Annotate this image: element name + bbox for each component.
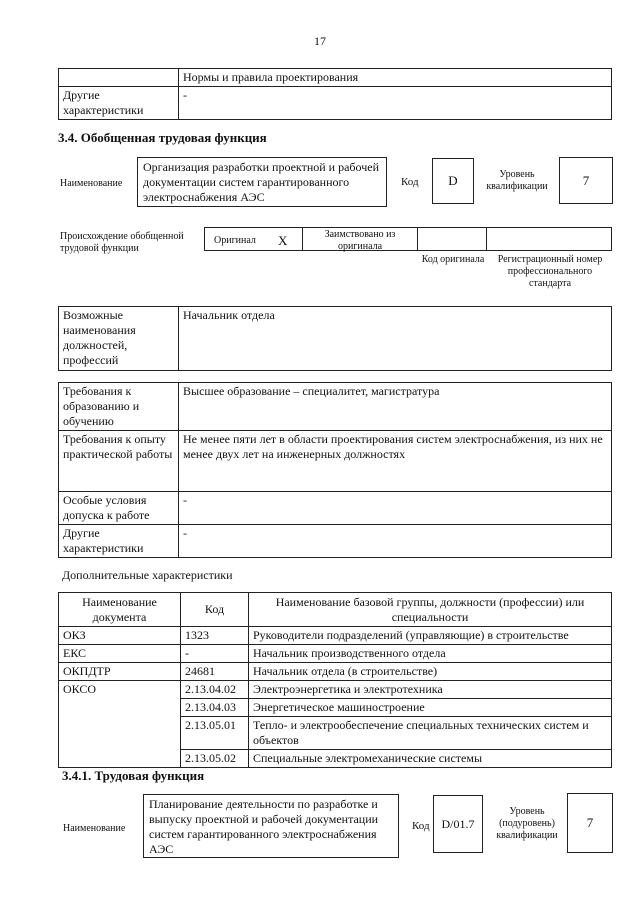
tf-code-value: D/01.7 <box>433 795 483 853</box>
req-education-value: Высшее образование – специалитет, магистратура <box>179 383 612 431</box>
tf-level-label: Уровень (подуровень) квалификации <box>496 806 558 841</box>
original-label: Оригинал <box>214 235 256 246</box>
top-table-label: Другие характеристики <box>59 87 179 120</box>
otf-level-value: 7 <box>559 157 613 204</box>
additional-title: Дополнительные характеристики <box>62 568 233 582</box>
table-row <box>59 717 181 750</box>
table-row <box>59 699 181 717</box>
req-experience-label: Требования к опыту практической работы <box>59 431 179 492</box>
table-row: ОКЗ <box>59 627 181 645</box>
table-row <box>59 750 181 768</box>
req-admission-label: Особые условия допуска к работе <box>59 492 179 525</box>
otf-code-label: Код <box>401 176 419 188</box>
header-doc: Наименование документа <box>59 593 181 627</box>
positions-table <box>58 306 612 371</box>
header-name: Наименование базовой группы, должности (профессии) или специальности <box>249 593 612 627</box>
table-row: ЕКС <box>59 645 181 663</box>
reg-number-caption: Регистрационный номер профессионального стандарта <box>497 254 603 289</box>
otf-name-label: Наименование <box>60 178 123 189</box>
original-mark: X <box>278 233 288 248</box>
table-row: ОКПДТР <box>59 663 181 681</box>
tf-name-value: Планирование деятельности по разработке и выпуску проектной и рабочей документации систем гарантированного электроснабжения АЭС <box>143 794 399 858</box>
otf-name-value: Организация разработки проектной и рабочей документации систем гарантированного электроснабжения АЭС <box>137 157 387 207</box>
positions-label: Возможные наименования должностей, профессий <box>59 307 179 371</box>
section-title: 3.4. Обобщенная трудовая функция <box>58 130 267 145</box>
tf-level-value: 7 <box>567 793 613 853</box>
req-experience-value: Не менее пяти лет в области проектирования систем электроснабжения, из них не менее двух лет на инженерных должностях <box>179 431 612 492</box>
tf-code-label: Код <box>412 820 430 832</box>
positions-value: Начальник отдела <box>179 307 612 371</box>
otf-level-label: Уровень квалификации <box>486 169 548 192</box>
subsection-title: 3.4.1. Трудовая функция <box>62 768 205 783</box>
top-table <box>58 68 612 120</box>
req-other-value: - <box>179 525 612 558</box>
req-admission-value: - <box>179 492 612 525</box>
req-other-label: Другие характеристики <box>59 525 179 558</box>
table-row: ОКСО <box>59 681 181 699</box>
top-table-value: - <box>179 87 612 120</box>
otf-code-value: D <box>432 158 474 204</box>
header-code: Код <box>181 593 249 627</box>
code-original-caption: Код оригинала <box>421 254 485 265</box>
page-number: 17 <box>314 34 326 48</box>
req-education-label: Требования к образованию и обучению <box>59 383 179 431</box>
borrowed-label: Заимствовано из оригинала <box>324 229 396 252</box>
top-table-row1: Нормы и правила проектирования <box>179 69 612 87</box>
requirements-table <box>58 382 612 558</box>
additional-table: Наименование документа Код Наименование базовой группы, должности (профессии) или специальности ОКЗ 1323 Руководители подразделений (управляющие) в строительстве ЕКС - Начальник производственного отдела ОКПДТР 24681 Начальник отдела (в строительстве) ОКСО 2.13.04.02 Электроэнергетика и электротехника 2.13.04.03 Энергетическое машиностроение 2.13.05.01 Тепло- и электрообеспечение специальных технических систем и объектов 2.13.05.02 Специальные электромеханические системы <box>58 592 612 768</box>
origin-label: Происхождение обобщенной трудовой функции <box>60 231 184 254</box>
tf-name-label: Наименование <box>63 823 126 834</box>
